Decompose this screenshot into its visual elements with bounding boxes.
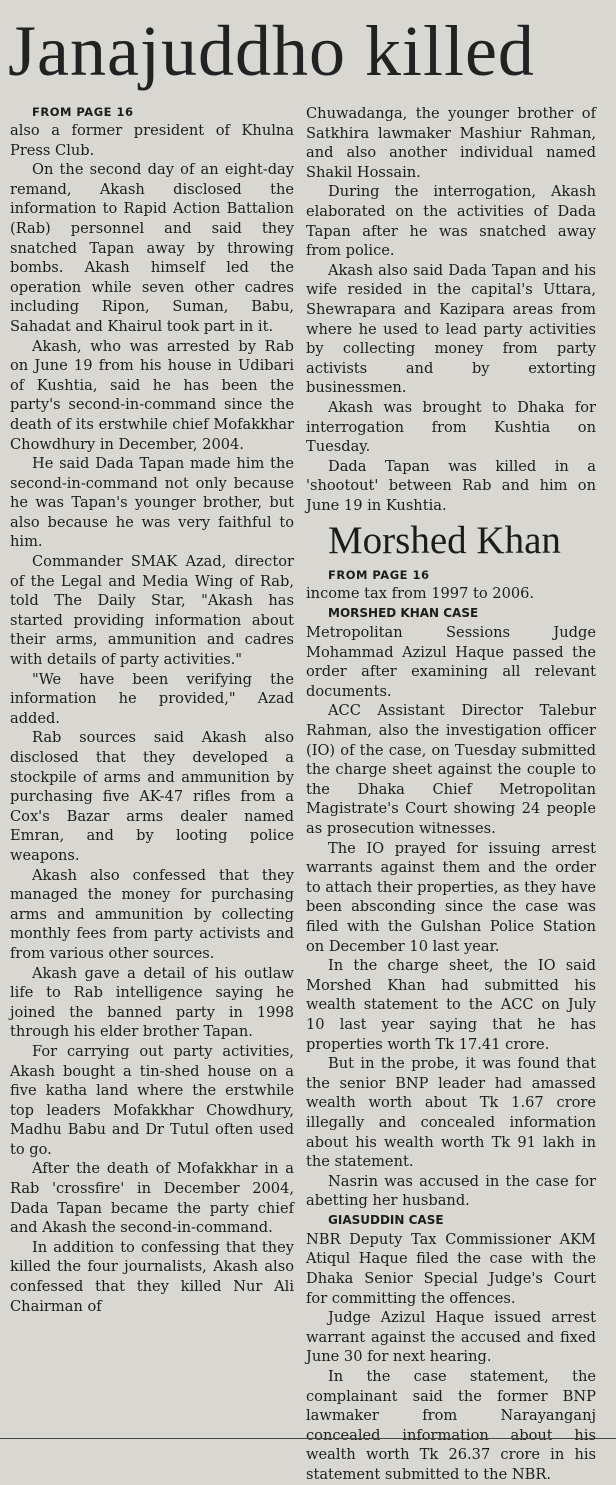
paragraph: "We have been verifying the information he provided," Azad added.: [10, 670, 294, 727]
article-headline: Janajuddho killed: [8, 11, 535, 91]
paragraph: But in the probe, it was found that the senior BNP leader had amassed wealth worth about Tk 1.67 crore illegally and concealed information about his wealth worth Tk 91 lakh in the statement.: [306, 1055, 596, 1171]
left-column: [10, 104, 294, 1316]
jump-kicker: FROM PAGE 16: [32, 105, 134, 119]
paragraph: The IO prayed for issuing arrest warrants against them and the order to attach their properties, as they have been absconding since the case was filed with the Gulshan Police Station on December 10 last year.: [306, 839, 596, 955]
paragraph: Metropolitan Sessions Judge Mohammad Azizul Haque passed the order after examining all relevant documents.: [306, 624, 596, 700]
paragraph: He said Dada Tapan made him the second-in-command not only because he was Tapan's younger brother, but also because he was very faithful to him.: [10, 455, 294, 551]
paragraph: Akash also said Dada Tapan and his wife resided in the capital's Uttara, Shewrapara and Kazipara areas from where he used to lead party activities by collecting money from party activists and by extorting businessmen.: [306, 261, 596, 397]
paragraph: ACC Assistant Director Talebur Rahman, also the investigation officer (IO) of the case, on Tuesday submitted the charge sheet against the couple to the Dhaka Chief Metropolitan Magistrate's Court showing 24 people as prosecution witnesses.: [306, 702, 596, 837]
paragraph: income tax from 1997 to 2006.: [306, 585, 535, 603]
paragraph: On the second day of an eight-day remand, Akash disclosed the information to Rapid Action Battalion (Rab) personnel and said they snatched Tapan away by throwing bombs. Akash himself led the operation while seven other cadres including Ripon, Suman, Babu, Sahadat and Khairul took part in it.: [10, 161, 294, 335]
paragraph: Dada Tapan was killed in a 'shootout' between Rab and him on June 19 in Kushtia.: [306, 457, 596, 514]
paragraph: In the charge sheet, the IO said Morshed Khan had submitted his wealth statement to the ACC on July 10 last year saying that he has properties worth Tk 17.41 crore.: [306, 957, 596, 1053]
paragraph: also a former president of Khulna Press Club.: [10, 122, 294, 159]
paragraph: Akash was brought to Dhaka for interrogation from Kushtia on Tuesday.: [306, 398, 596, 456]
paragraph: Nasrin was accused in the case for abetting her husband.: [306, 1172, 596, 1210]
paragraph: Akash also confessed that they managed the money for purchasing arms and ammunition by collecting monthly fees from party activists and from various other sources.: [10, 866, 294, 962]
paragraph: For carrying out party activities, Akash bought a tin-shed house on a five katha land where the erstwhile top leaders Mofakkhar Chowdhury, Madhu Babu and Dr Tutul often used to go.: [10, 1042, 294, 1158]
paragraph: Commander SMAK Azad, director of the Legal and Media Wing of Rab, told The Daily Star, "Akash has started providing information about their arms, ammunition and cadres with details of party activities.": [10, 553, 294, 669]
paragraph: Akash, who was arrested by Rab on June 19 from his house in Udibari of Kushtia, said he has been the party's second-in-command since the death of its erstwhile chief Mofakkhar Chowdhury in December, 2004.: [10, 337, 294, 453]
paragraph: In the case statement, the complainant said the former BNP lawmaker from Narayanganj concealed information about his wealth worth Tk 26.37 crore in his statement submitted to the NBR.: [306, 1368, 596, 1483]
paragraph: After the death of Mofakkhar in a Rab 'crossfire' in December 2004, Dada Tapan became the party chief and Akash the second-in-command.: [10, 1160, 294, 1237]
section-headline: Morshed Khan: [328, 519, 561, 563]
jump-kicker: FROM PAGE 16: [328, 568, 430, 583]
right-column: [306, 104, 596, 1485]
paragraph: In addition to confessing that they killed the four journalists, Akash also confessed that they killed Nur Ali Chairman of: [10, 1238, 294, 1315]
paragraph: NBR Deputy Tax Commissioner AKM Atiqul Haque filed the case with the Dhaka Senior Special Judge's Court for committing the offences.: [306, 1230, 596, 1307]
subhead: GIASUDDIN CASE: [328, 1212, 444, 1227]
paragraph: Chuwadanga, the younger brother of Satkhira lawmaker Mashiur Rahman, and also another individual named Shakil Hossain.: [306, 105, 596, 181]
bottom-rule: [0, 1438, 616, 1439]
paragraph: Rab sources said Akash also disclosed that they developed a stockpile of arms and ammunition by purchasing five AK-47 rifles from a Cox's Bazar arms dealer named Emran, and by looting police weapons.: [10, 729, 294, 864]
paragraph: During the interrogation, Akash elaborated on the activities of Dada Tapan after he was snatched away from police.: [306, 183, 596, 260]
subhead: MORSHED KHAN CASE: [328, 606, 479, 621]
paragraph: Judge Azizul Haque issued arrest warrant against the accused and fixed June 30 for next hearing.: [306, 1309, 596, 1366]
paragraph: Akash gave a detail of his outlaw life to Rab intelligence saying he joined the banned party in 1998 through his elder brother Tapan.: [10, 964, 294, 1041]
